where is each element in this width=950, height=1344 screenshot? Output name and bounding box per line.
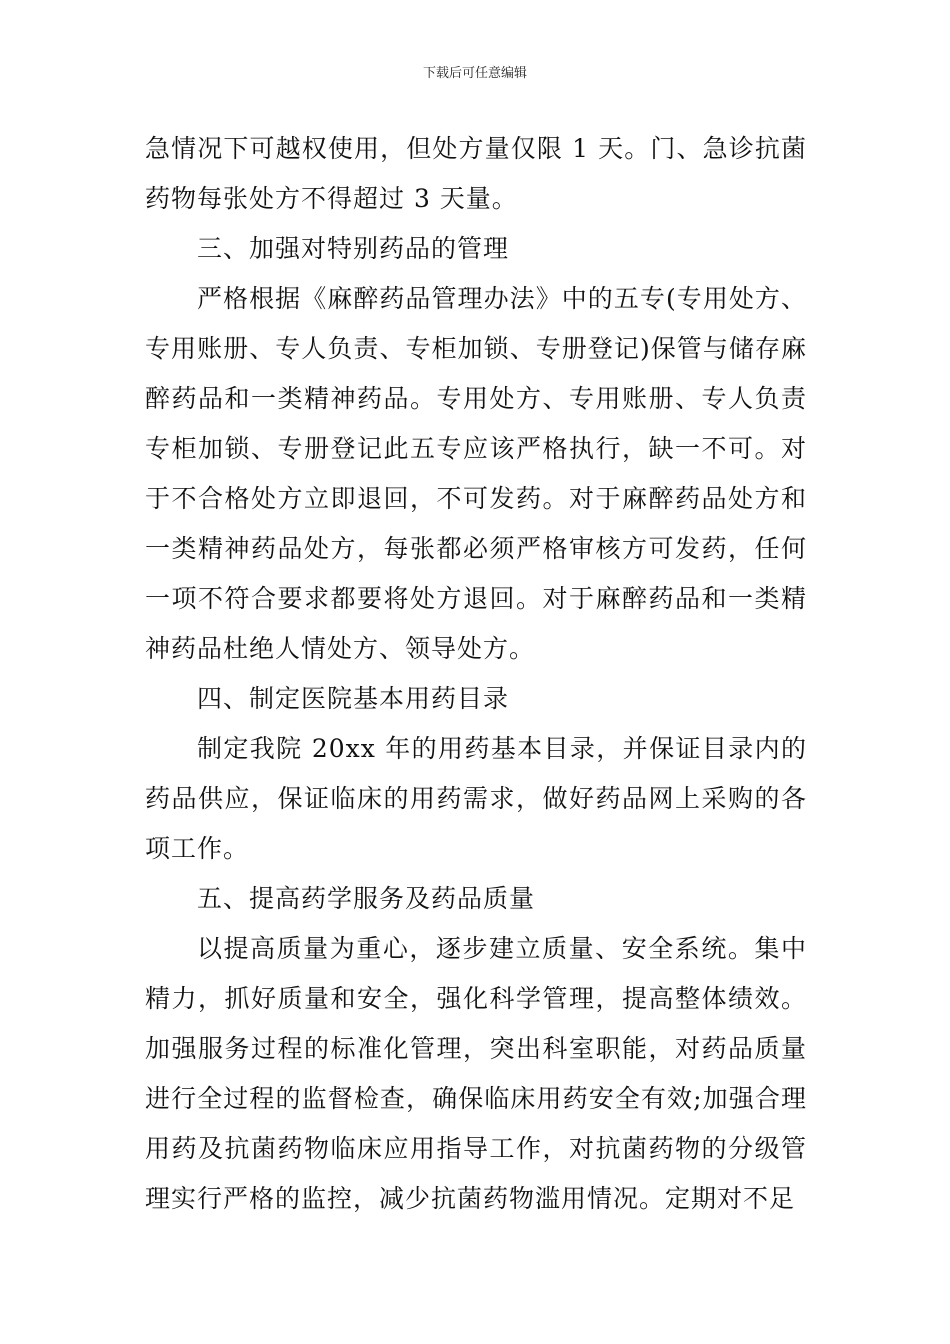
document-body bbox=[145, 124, 807, 1224]
section-heading-3: 三、加强对特别药品的管理 bbox=[197, 234, 510, 263]
paragraph-section-4: 制定我院 20xx 年的用药基本目录，并保证目录内的药品供应，保证临床的用药需求，做好药品网上采购的各项工作。 bbox=[145, 734, 807, 863]
paragraph-section-5: 以提高质量为重心，逐步建立质量、安全系统。集中精力，抓好质量和安全，强化科学管理，提高整体绩效。加强服务过程的标准化管理，突出科室职能，对药品质量进行全过程的监督检查，确保临床用药安全有效;加强合理用药及抗菌药物临床应用指导工作，对抗菌药物的分级管理实行严格的监控，减少抗菌药物滥用情况。定期对不足 bbox=[145, 934, 807, 1213]
paragraph-section-3: 严格根据《麻醉药品管理办法》中的五专(专用处方、专用账册、专人负责、专柜加锁、专册登记)保管与储存麻醉药品和一类精神药品。专用处方、专用账册、专人负责专柜加锁、专册登记此五专应该严格执行，缺一不可。对于不合格处方立即退回，不可发药。对于麻醉药品处方和一类精神药品处方，每张都必须严格审核方可发药，任何一项不符合要求都要将处方退回。对于麻醉药品和一类精神药品杜绝人情处方、领导处方。 bbox=[145, 284, 807, 663]
section-heading-5: 五、提高药学服务及药品质量 bbox=[197, 884, 536, 913]
paragraph-intro: 急情况下可越权使用，但处方量仅限 1 天。门、急诊抗菌药物每张处方不得超过 3 天量。 bbox=[145, 134, 807, 213]
section-heading-4: 四、制定医院基本用药目录 bbox=[197, 684, 510, 713]
page-header: 下载后可任意编辑 bbox=[422, 66, 527, 81]
